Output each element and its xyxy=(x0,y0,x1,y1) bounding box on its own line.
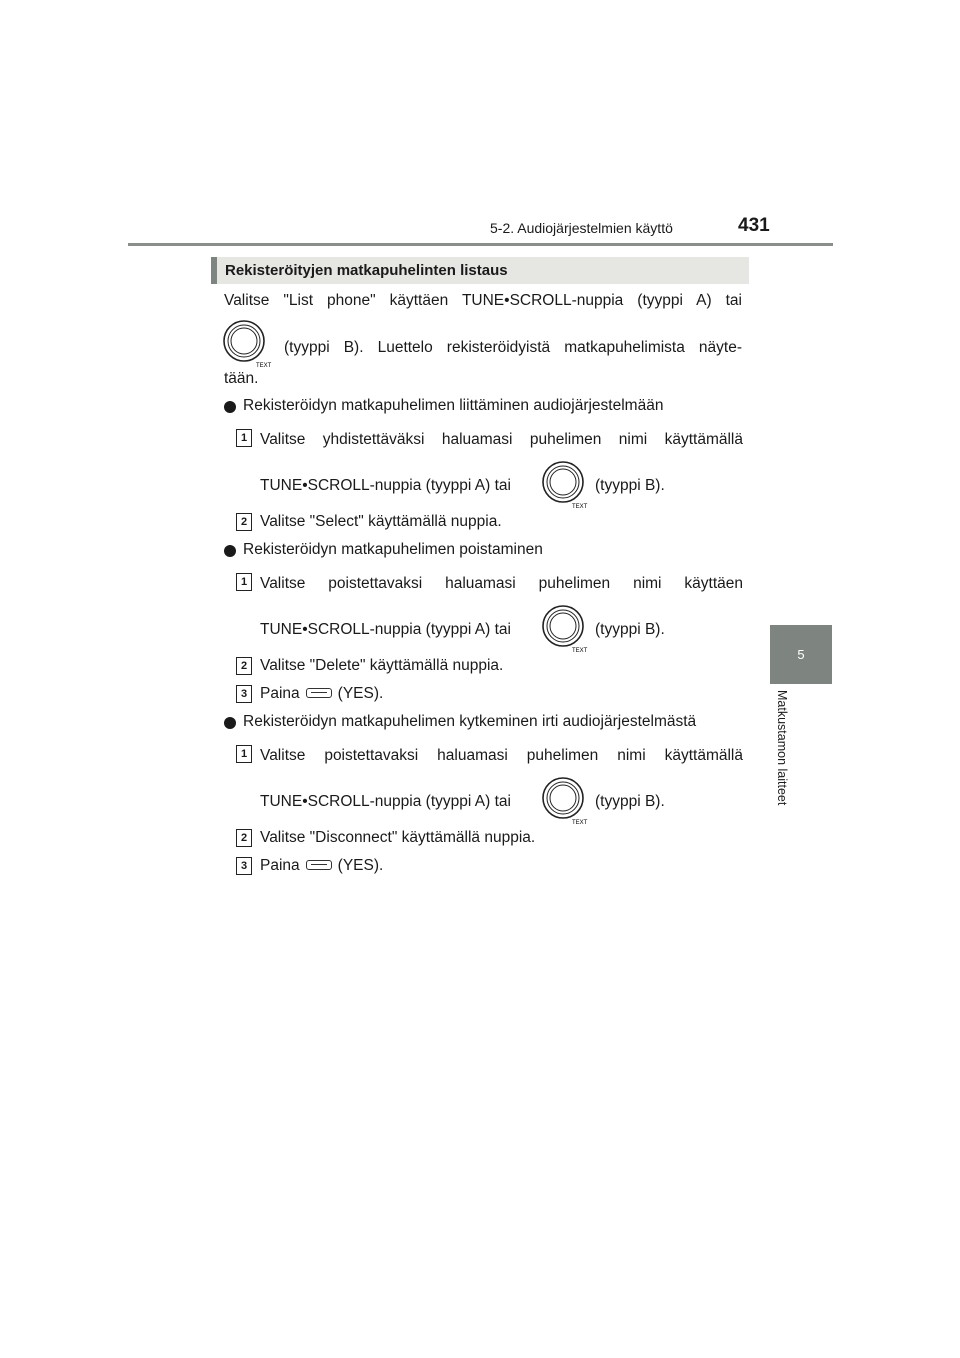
section-heading: Rekisteröityjen matkapuhelinten listaus xyxy=(225,262,508,279)
block-heading-delete: Rekisteröidyn matkapuhelimen poistaminen xyxy=(243,541,543,558)
svg-text:TEXT: TEXT xyxy=(572,820,588,826)
step-text: Valitse "Delete" käyttämällä nuppia. xyxy=(260,657,504,674)
step-text: Valitse "Disconnect" käyttämällä nuppia. xyxy=(260,829,536,846)
step-number: 1 xyxy=(236,745,252,763)
step-text: (tyyppi B). xyxy=(595,621,665,638)
block-heading-disconnect: Rekisteröidyn matkapuhelimen kytkeminen irti audiojärjestelmästä xyxy=(243,713,697,730)
step-number: 3 xyxy=(236,685,252,703)
intro-line-3: tään. xyxy=(224,370,259,387)
intro-line-1: Valitse "List phone" käyttäen TUNE•SCROLL-nuppia (tyyppi A) tai xyxy=(224,292,742,309)
step-text: (tyyppi B). xyxy=(595,477,665,494)
bullet-icon xyxy=(224,545,236,557)
page-number: 431 xyxy=(738,215,770,236)
header-section-title: 5-2. Audiojärjestelmien käyttö xyxy=(490,220,673,236)
tune-knob-icon xyxy=(541,460,591,510)
step-number: 3 xyxy=(236,857,252,875)
yes-key-icon xyxy=(306,860,332,870)
block-heading-connect: Rekisteröidyn matkapuhelimen liittäminen audiojärjestelmään xyxy=(243,397,664,414)
bullet-icon xyxy=(224,717,236,729)
yes-key-icon xyxy=(306,688,332,698)
chapter-tab-label xyxy=(769,690,809,840)
step-text: Valitse yhdistettäväksi haluamasi puhelimen nimi käyttämällä xyxy=(260,431,743,448)
step-text: TUNE•SCROLL-nuppia (tyyppi A) tai xyxy=(260,621,511,638)
intro-line-2: (tyyppi B). Luettelo rekisteröidyistä matkapuhelimista näyte- xyxy=(284,339,742,356)
svg-text:TEXT: TEXT xyxy=(572,648,588,654)
step-text-press: Paina xyxy=(260,685,300,702)
section-heading-stripe xyxy=(211,257,217,284)
step-number: 1 xyxy=(236,573,252,591)
chapter-tab-number: 5 xyxy=(770,625,832,684)
tune-knob-icon xyxy=(222,319,272,369)
step-text: Valitse "Select" käyttämällä nuppia. xyxy=(260,513,502,530)
knob-label: TEXT xyxy=(256,363,272,369)
step-number: 2 xyxy=(236,513,252,531)
header-rule xyxy=(128,243,833,246)
bullet-icon xyxy=(224,401,236,413)
step-text-press: Paina xyxy=(260,857,300,874)
section-heading-bar xyxy=(211,257,749,284)
step-text: TUNE•SCROLL-nuppia (tyyppi A) tai xyxy=(260,793,511,810)
step-text: Valitse poistettavaksi haluamasi puhelimen nimi käyttämällä xyxy=(260,747,743,764)
step-number: 1 xyxy=(236,429,252,447)
step-text-yes: (YES). xyxy=(337,857,384,874)
tune-knob-icon xyxy=(541,776,591,826)
step-number: 2 xyxy=(236,657,252,675)
step-text xyxy=(260,685,383,703)
svg-text:TEXT: TEXT xyxy=(572,504,588,510)
chapter-label-text: Matkustamon laitteet xyxy=(775,690,789,806)
step-text-yes: (YES). xyxy=(337,685,384,702)
step-text: Valitse poistettavaksi haluamasi puhelimen nimi käyttäen xyxy=(260,575,743,592)
step-text: TUNE•SCROLL-nuppia (tyyppi A) tai xyxy=(260,477,511,494)
step-number: 2 xyxy=(236,829,252,847)
step-text xyxy=(260,857,383,875)
tune-knob-icon xyxy=(541,604,591,654)
step-text: (tyyppi B). xyxy=(595,793,665,810)
